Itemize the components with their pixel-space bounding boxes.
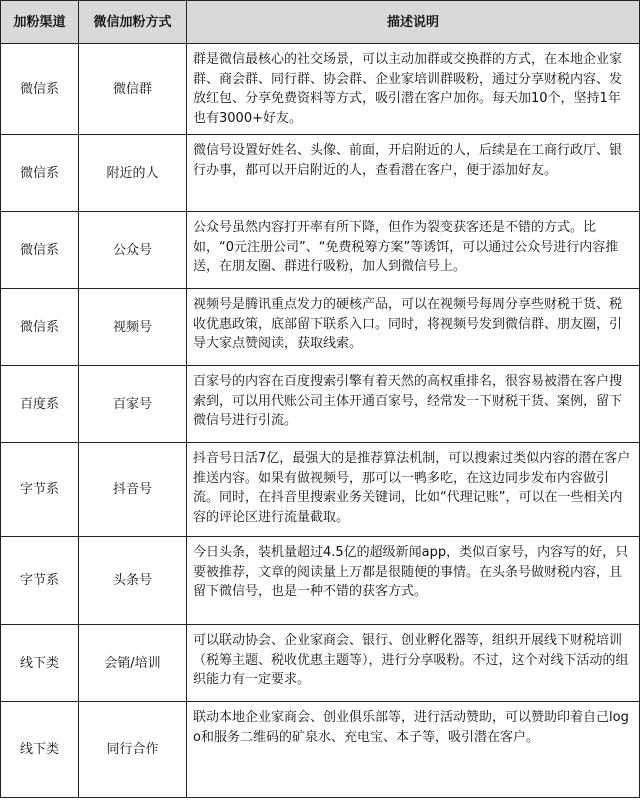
cell-channel: 线下类	[1, 702, 79, 798]
header-row	[1, 1, 640, 44]
table-row	[1, 702, 640, 798]
header-description: 描述说明	[187, 1, 640, 44]
cell-method: 同行合作	[79, 702, 187, 798]
cell-channel: 微信系	[1, 44, 79, 135]
table-row	[1, 135, 640, 212]
cell-channel: 微信系	[1, 135, 79, 212]
cell-method: 抖音号	[79, 443, 187, 537]
cell-method: 视频号	[79, 289, 187, 366]
cell-description: 微信号设置好姓名、头像、前面，开启附近的人，后续是在工商行政厅、银行办事，都可以开启附近的人，查看潜在客户，便于添加好友。	[187, 135, 640, 212]
cell-method: 微信群	[79, 44, 187, 135]
cell-description: 百家号的内容在百度搜索引擎有着天然的高权重排名，很容易被潜在客户搜索到，可以用代账公司主体开通百家号，经常发一下财税干货、案例，留下微信号进行引流。	[187, 366, 640, 443]
cell-method: 百家号	[79, 366, 187, 443]
cell-channel: 微信系	[1, 289, 79, 366]
table-row	[1, 366, 640, 443]
table-row	[1, 625, 640, 702]
cell-description: 公众号虽然内容打开率有所下降，但作为裂变获客还是不错的方式。比如，“0元注册公司”、“免费税筹方案”等诱饵，可以通过公众号进行内容推送，在朋友圈、群进行吸粉，加人到微信号上。	[187, 212, 640, 289]
cell-description: 今日头条，装机量超过4.5亿的超级新闻app，类似百家号，内容写的好，只要被推荐，文章的阅读量上万都是很随便的事情。在头条号做财税内容，且留下微信号，也是一种不错的获客方式。	[187, 537, 640, 625]
cell-description: 联动本地企业家商会、创业俱乐部等，进行活动赞助，可以赞助印着自己logo和服务二维码的矿泉水、充电宝、本子等，吸引潜在客户。	[187, 702, 640, 798]
cell-method: 会销/培训	[79, 625, 187, 702]
cell-channel: 字节系	[1, 443, 79, 537]
cell-method: 头条号	[79, 537, 187, 625]
cell-method: 公众号	[79, 212, 187, 289]
cell-description: 群是微信最核心的社交场景，可以主动加群或交换群的方式，在本地企业家群、商会群、同行群、协会群、企业家培训群吸粉，通过分享财税内容、发放红包、分享免费资料等方式，吸引潜在客户加你。每天加10个，坚持1年也有3000+好友。	[187, 44, 640, 135]
cell-description: 视频号是腾讯重点发力的硬核产品，可以在视频号每周分享些财税干货、税收优惠政策，底部留下联系入口。同时，将视频号发到微信群、朋友圈，引导大家点赞阅读，获取线索。	[187, 289, 640, 366]
cell-channel: 字节系	[1, 537, 79, 625]
cell-description: 抖音号日活7亿，最强大的是推荐算法机制，可以搜索过类似内容的潜在客户推送内容。如果有做视频号，那可以一鸭多吃，在这边同步发布内容做引流。同时，在抖音里搜索业务关键词，比如“代理记账”，可以在一些相关内容的评论区进行流量截取。	[187, 443, 640, 537]
table-row	[1, 289, 640, 366]
cell-channel: 微信系	[1, 212, 79, 289]
table-row	[1, 44, 640, 135]
cell-channel: 百度系	[1, 366, 79, 443]
header-method: 微信加粉方式	[79, 1, 187, 44]
table-row	[1, 212, 640, 289]
table-row	[1, 443, 640, 537]
cell-method: 附近的人	[79, 135, 187, 212]
table-row	[1, 537, 640, 625]
cell-description: 可以联动协会、企业家商会、银行、创业孵化器等，组织开展线下财税培训（税筹主题、税收优惠主题等），进行分享吸粉。不过，这个对线下活动的组织能力有一定要求。	[187, 625, 640, 702]
header-channel: 加粉渠道	[1, 1, 79, 44]
cell-channel: 线下类	[1, 625, 79, 702]
